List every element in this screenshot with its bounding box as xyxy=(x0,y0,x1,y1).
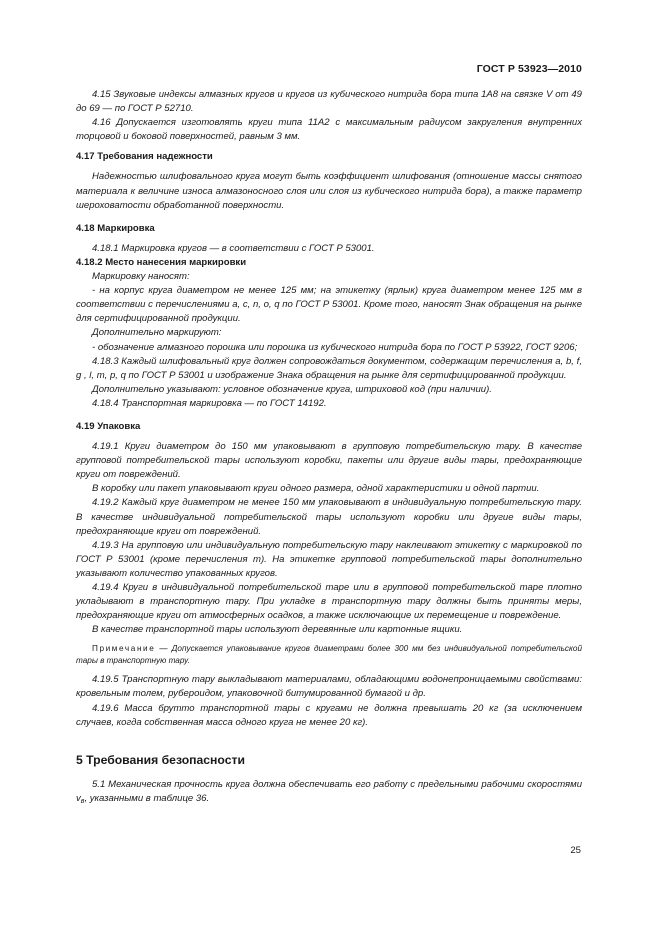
heading-4-18: 4.18 Маркировка xyxy=(76,222,155,234)
paragraph-4-19-5: 4.19.5 Транспортную тару выкладывают материалами, обладающими водонепроницаемыми свойствами: кровельным толем, рубероидом, упаковочной битумированной бумагой и др. xyxy=(76,674,582,700)
heading-4-18-2: 4.18.2 Место нанесения маркировки xyxy=(76,256,247,268)
paragraph-4-19-2: 4.19.2 Каждый круг диаметром не менее 150 мм упаковывают в индивидуальную потребительскую тару. В качестве индивидуальной потребительской тары используют коробки или другие виды тары, предохраняющие круги от повреждений. xyxy=(76,497,582,537)
paragraph-4-18-2a: Маркировку наносят: xyxy=(92,271,190,283)
paragraph-4-19-3: 4.19.3 На групповую или индивидуальную потребительскую тару наклеивают этикетку с маркировкой по ГОСТ Р 53001 (кроме перечисления m). На этикетке групповой потребительской тары дополнительно указывают количество упакованных кругов. xyxy=(76,539,582,579)
paragraph-4-18-2c: Дополнительно маркируют: xyxy=(92,327,222,339)
paragraph-4-19-6: 4.19.6 Масса брутто транспортной тары с кругами не должна превышать 20 кг (за исключением случаев, когда собственная масса одного круга не менее 20 кг). xyxy=(76,702,582,728)
velocity-subscript: в xyxy=(80,797,85,805)
paragraph-4-19-4: 4.19.4 Круги в индивидуальной потребительской таре или в групповой потребительской таре плотно укладывают в транспортную тару. При укладке в транспортную тару должны быть приняты меры, предохраняющие круги от атмосферных осадков, а также исключающие их перемещение и повреждение. xyxy=(76,582,582,622)
document-number: ГОСТ Р 53923—2010 xyxy=(476,63,582,75)
heading-4-17: 4.17 Требования надежности xyxy=(76,151,213,163)
paragraph-4-16: 4.16 Допускается изготовлять круги типа 11А2 с максимальным радиусом закругления внутренних торцовой и боковой поверхностей, равным 3 мм. xyxy=(76,117,582,143)
paragraph-4-18-3b: Дополнительно указывают: условное обозначение круга, штриховой код (при наличии). xyxy=(92,383,492,395)
note-text: — Допускается упаковывание кругов диаметрами более 300 мм без индивидуальной потребительской тары в транспортную тару. xyxy=(76,644,582,666)
paragraph-4-18-2b: - на корпус круга диаметром не менее 125 мм; на этикетку (ярлык) круга диаметром менее 125 мм в соответствии с перечислениями а, с, n, о, q по ГОСТ Р 53001. Кроме того, наносят Знак обращения на рынке для сертифицированной продукции. xyxy=(76,285,582,325)
paragraph-4-19-4b: В качестве транспортной тары используют деревянные или картонные ящики. xyxy=(92,624,463,636)
paragraph-4-19-1b: В коробку или пакет упаковывают круги одного размера, одной характеристики и одной партии. xyxy=(92,483,540,495)
note xyxy=(76,643,582,667)
paragraph-4-15: 4.15 Звуковые индексы алмазных кругов и кругов из кубического нитрида бора типа 1А8 на связке V от 49 до 69 — по ГОСТ Р 52710. xyxy=(76,89,582,115)
heading-4-19: 4.19 Упаковка xyxy=(76,420,141,432)
paragraph-4-18-2d: - обозначение алмазного порошка или порошка из кубического нитрида бора по ГОСТ Р 53922, ГОСТ 9206; xyxy=(92,341,578,353)
page-number: 25 xyxy=(570,845,581,856)
note-label: Примечание xyxy=(92,644,156,654)
paragraph-4-17: Надежностью шлифовального круга могут быть коэффициент шлифования (отношение массы снятого материала к величине износа алмазоносного слоя или слоя из кубического нитрида бора), а также параметр шероховатости обработанной поверхности. xyxy=(76,171,582,211)
page-content xyxy=(76,88,582,809)
paragraph-5-1-end: , указанными в таблице 36. xyxy=(84,792,210,804)
paragraph-5-1 xyxy=(76,778,582,809)
paragraph-4-19-1: 4.19.1 Круги диаметром до 150 мм упаковывают в групповую потребительскую тару. В качестве групповой потребительской тары используют коробки, пакеты или другие виды тары, предохраняющие круги от повреждений. xyxy=(76,441,582,481)
heading-section-5: 5 Требования безопасности xyxy=(76,752,245,767)
paragraph-4-18-4: 4.18.4 Транспортная маркировка — по ГОСТ 14192. xyxy=(92,397,327,409)
paragraph-5-1-start: 5.1 Механическая прочность круга должна обеспечивать его работу с предельными рабочими скоростями v xyxy=(76,778,582,804)
paragraph-4-18-1: 4.18.1 Маркировка кругов — в соответствии с ГОСТ Р 53001. xyxy=(92,242,375,254)
paragraph-4-18-3: 4.18.3 Каждый шлифовальный круг должен сопровождаться документом, содержащим перечисления а, b, f, g , l, m, р, q по ГОСТ Р 53001 и изображение Знака обращения на рынке для сертифицированной продукции. xyxy=(76,355,582,381)
